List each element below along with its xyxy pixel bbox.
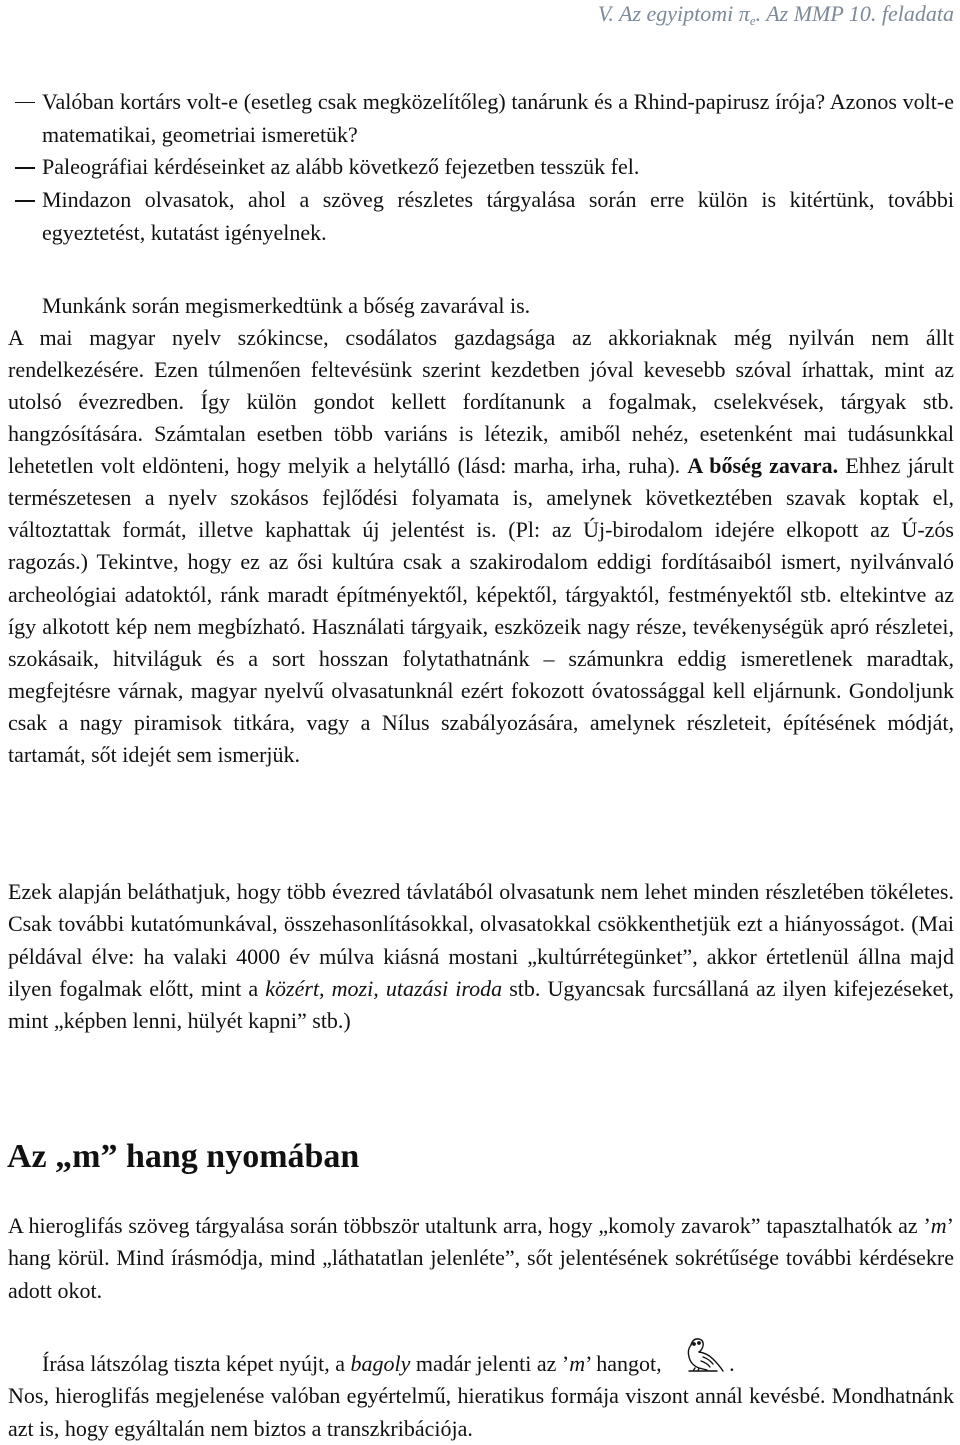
- dash-list-item: Paleográfiai kérdéseinket az alább következő fejezetben tesszük fel.: [8, 151, 954, 184]
- indented-sentence: Munkánk során megismerkedtünk a bőség zavarával is.: [42, 293, 531, 318]
- dash-list-item: Valóban kortárs volt-e (esetleg csak megközelítőleg) tanárunk és a Rhind-papirusz írója? Azonos volt-e matematikai, geometriai ismeretük?: [8, 86, 954, 151]
- paragraph-4-text-a: Írása látszólag tiszta képet nyújt, a: [42, 1351, 351, 1376]
- paragraph-4-text-c: ’ hangot,: [585, 1351, 668, 1376]
- paragraph-2-text-a: Ezek alapján beláthatjuk, hogy több évezred távlatából olvasatunk nem lehet minden részletében tökéletes. Csak további kutatómunkával, összehasonlításokkal, olvasatokkal csökkenthetjük ezt a hiányosságot. (Mai példával élve: ha valaki 4000 év múlva kiásná mostani „kultúrrétegünket”, akkor értetlenül állna majd ilyen fogalmak előtt, mint a: [8, 879, 954, 1001]
- italic-examples: közért, mozi, utazási iroda: [265, 975, 503, 1001]
- paragraph-3: [8, 1210, 954, 1307]
- header-prefix: V. Az egyiptomi: [597, 1, 739, 26]
- paragraph-3-text-a: A hieroglifás szöveg tárgyalása során többször utaltunk arra, hogy „komoly zavarok” tapasztalhatók az ’: [8, 1213, 931, 1238]
- paragraph-2-text-b: stb. Ugyancsak furcsállaná az ilyen kifejezéseket, mint „képben lenni, hülyét kapni” stb.): [8, 975, 955, 1034]
- owl-hieroglyph-icon: [677, 1337, 729, 1373]
- italic-m: m: [930, 1213, 947, 1238]
- running-header: [598, 1, 954, 29]
- header-suffix: . Az MMP 10. feladata: [755, 1, 954, 26]
- pi-subscript: e: [749, 13, 756, 28]
- paragraph-4-line-2: Nos, hieroglifás megjelenése valóban egyértelmű, hieratikus formája viszont annál kevésbé. Mondhatnánk azt is, hogy egyáltalán nem biztos a transzkribációja.: [8, 1383, 954, 1441]
- paragraph-2: [8, 876, 954, 1037]
- dash-list: [8, 86, 954, 250]
- paragraph-4-text-d: .: [729, 1351, 735, 1376]
- paragraph-4: [8, 1337, 954, 1445]
- paragraph-1-text-b: Ehhez járult természetesen a nyelv szokásos fejlődési folyamata is, amelynek következtében szavak koptak el, változtattak formát, illetve kaphattak új jelentést is. (Pl: az Új-birodalom idejére elkopott az Ú-zós ragozás.) Tekintve, hogy ez az ősi kultúra csak a szakirodalom eddigi fordításaiból ismert, nyilvánvaló archeológiai adatoktól, ránk maradt építményektől, képektől, tárgyaktól, festményektől stb. eltekintve az így alkotott kép nem megbízható. Használati tárgyaik, eszközeik nagy része, tevékenységük apró részletei, szokásaik, hitviláguk és a sort hosszan folytathatnánk – számunkra eddig ismeretlenek maradtak, megfejtésre várnak, magyar nyelvű olvasatunknál ezért fokozott óvatossággal kell eljárnunk. Gondoljunk csak a nagy piramisok titkára, vagy a Nílus szabályozására, amelynek részleteit, építésének módját, tartamát, sőt idejét sem ismerjük.: [8, 453, 954, 767]
- section-heading: Az „m” hang nyomában: [7, 1138, 360, 1175]
- paragraph-1: [8, 322, 954, 771]
- paragraph-4-text-b: madár jelenti az ’: [410, 1351, 570, 1376]
- paragraph-3-text-b: ’ hang körül. Mind írásmódja, mind „láthatatlan jelenléte”, sőt jelentésének sokrétűsége további kérdésekre adott okot.: [8, 1213, 954, 1303]
- bold-phrase: A bőség zavara.: [687, 453, 839, 479]
- paragraph-1-text-a: A mai magyar nyelv szókincse, csodálatos gazdagsága az akkoriaknak még nyilván nem állt rendelkezésére. Ezen túlmenően feltevésünk szerint kezdetben jóval kevesebb szóval írhattak, mint az utolsó évezredben. Így külön gondot kellett fordítanunk a fogalmak, cselekvések, tárgyak stb. hangzósítására. Számtalan esetben több variáns is létezik, amiből nehéz, esetenként mai tudásunkkal lehetetlen volt eldönteni, hogy melyik a helytálló (lásd: marha, irha, ruha).: [8, 325, 954, 479]
- dash-list-item: Mindazon olvasatok, ahol a szöveg részletes tárgyalása során erre külön is kitértünk, további egyeztetést, kutatást igényelnek.: [8, 184, 954, 249]
- italic-m: m: [569, 1351, 586, 1376]
- pi-symbol: π: [738, 1, 750, 26]
- italic-bagoly: bagoly: [350, 1351, 411, 1376]
